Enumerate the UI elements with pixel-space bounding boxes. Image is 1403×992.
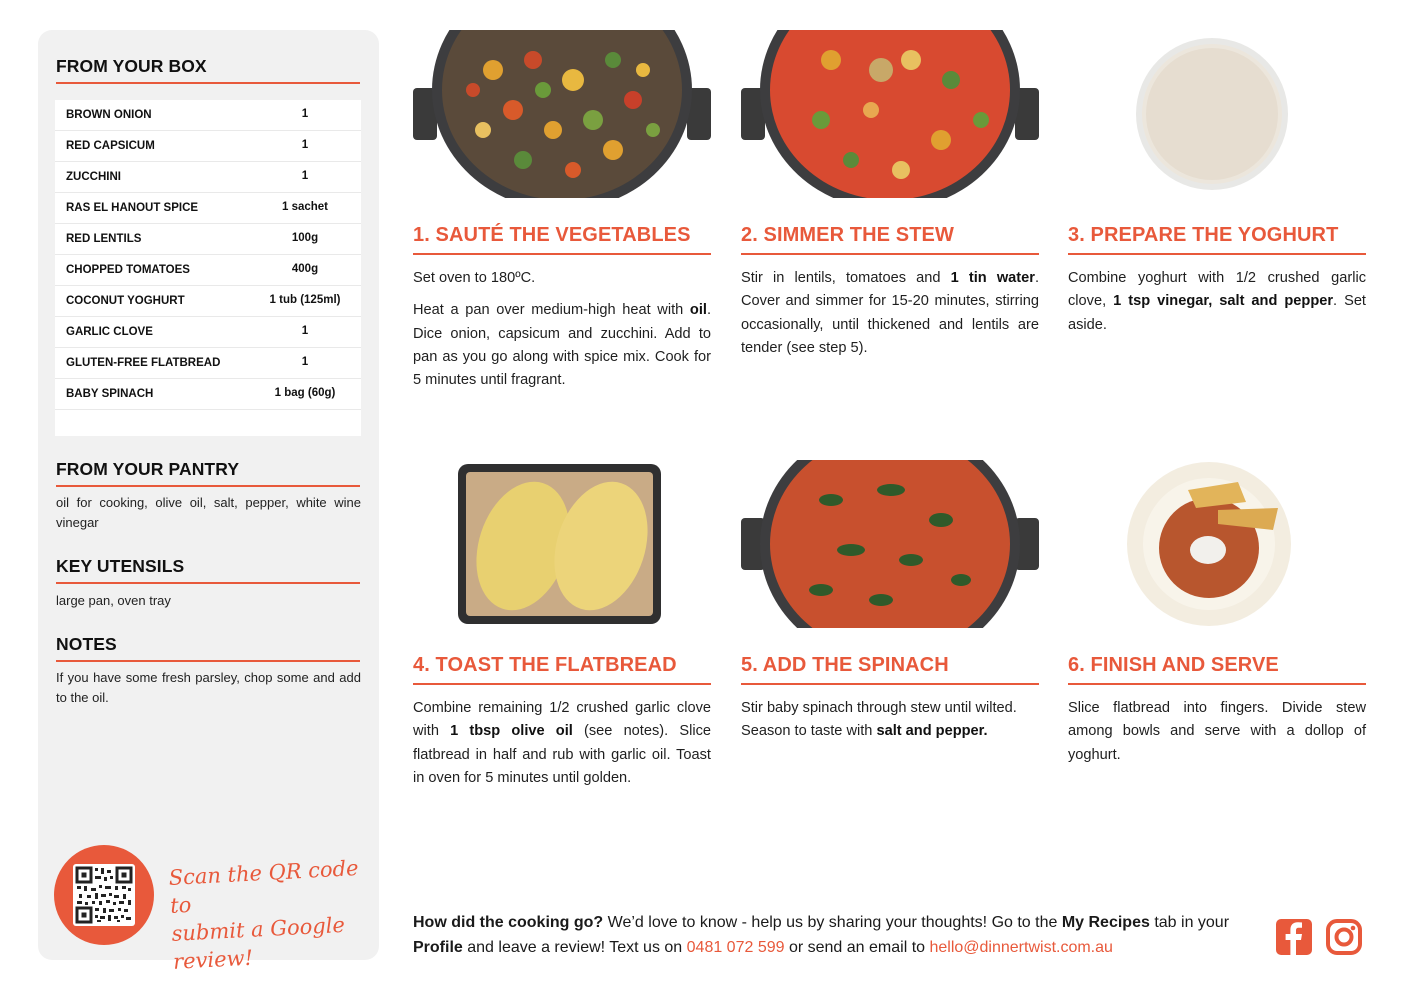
step-6-rule [1068,683,1366,685]
step-4-text: Combine remaining 1/2 crushed garlic clove with [413,700,711,740]
step-4-bold: 1 tbsp olive oil [450,723,573,740]
ingredient-qty: 1 bag (60g) [274,387,336,399]
step-4-body [413,697,711,799]
pantry-rule [56,485,360,487]
step-5-photo [741,460,1039,628]
ingredient-qty: 1 [301,356,309,368]
qr-badge[interactable] [54,845,154,945]
ingredient-qty: 1 [301,170,309,182]
step-2-photo [741,30,1039,198]
step-1-text: Heat a pan over medium-high heat with [413,302,690,319]
table-row [55,224,361,255]
ingredient-name: CHOPPED TOMATOES [66,264,190,276]
step-3-rule [1068,253,1366,255]
pantry-title: FROM YOUR PANTRY [56,459,240,479]
ingredient-qty: 1 [301,139,309,151]
my-recipes-link[interactable]: My Recipes [1061,914,1150,931]
table-row [55,317,361,348]
step-6-title: 6. FINISH AND SERVE [1068,654,1279,676]
step-1-text: Set oven to 180ºC. [413,270,536,286]
step-3-title: 3. PREPARE THE YOGHURT [1068,224,1339,246]
step-4-title: 4. TOAST THE FLATBREAD [413,654,677,676]
step-3-text: Combine yoghurt with 1/2 crushed garlic clove, [1068,270,1366,310]
box-ingredients-table [55,100,361,436]
step-5-bold: salt and pepper. [876,723,988,740]
step-2-rule [741,253,1039,255]
qr-caption-line1: Scan the QR code to [168,856,360,918]
step-5-body [741,697,1039,753]
ingredient-name: RED CAPSICUM [66,140,155,152]
pantry-text: oil for cooking, olive oil, salt, pepper, white wine vinegar [56,495,361,530]
ingredient-name: ZUCCHINI [66,171,121,183]
step-6-para-1 [1068,697,1366,767]
table-row [55,162,361,193]
ingredient-qty: 1 [301,325,309,337]
step-4-photo [413,460,711,628]
qr-code-icon[interactable] [73,864,135,926]
step-5-para-1 [741,697,1039,744]
table-row [55,255,361,286]
step-2-title: 2. SIMMER THE STEW [741,224,954,246]
step-6-body [1068,697,1366,776]
table-row [55,286,361,317]
step-3-photo [1068,30,1366,198]
notes-rule [56,660,360,662]
table-row [55,100,361,131]
ingredient-qty: 1 sachet [281,201,329,213]
step-4-text: (see notes). Slice flatbread in half and rub with garlic oil. Toast in oven for 5 minutes until golden. [413,723,711,786]
step-2-body [741,267,1039,369]
step-1-photo [413,30,711,198]
qr-caption-line2: submit a Google review! [171,912,346,974]
ingredient-qty: 100g [291,232,319,244]
footer-text: We’d love to know - help us by sharing your thoughts! Go to the [603,914,1062,931]
step-1-para-2 [413,299,711,392]
table-row [55,193,361,224]
footer-question: How did the cooking go? [413,914,604,931]
ingredient-name: GARLIC CLOVE [66,326,153,338]
step-2-text: . Cover and simmer for 15-20 minutes, stirring occasionally, until thickened and lentils are tender (see step 5). [741,270,1040,356]
ingredient-qty: 400g [291,263,319,275]
step-1-para-1 [413,267,711,290]
table-row [55,131,361,162]
ingredient-name: RAS EL HANOUT SPICE [66,202,199,214]
table-row [55,348,361,379]
step-3-body [1068,267,1366,346]
step-1-rule [413,253,711,255]
step-2-para-1 [741,267,1039,360]
step-4-para-1 [413,697,711,790]
step-3-text: . Set aside. [1068,293,1366,333]
phone-link[interactable]: 0481 072 599 [686,939,785,956]
instagram-icon[interactable] [1325,918,1363,956]
step-3-bold: 1 tsp vinegar, salt and pepper [1113,293,1334,310]
ingredient-name: RED LENTILS [66,233,142,245]
table-row [55,379,361,410]
notes-title: NOTES [56,634,117,654]
step-1-body [413,267,711,401]
ingredient-name: BROWN ONION [66,109,152,121]
utensils-text: large pan, oven tray [56,593,171,608]
ingredient-qty: 1 [301,108,309,120]
step-5-text: Stir baby spinach through stew until wilted. Season to taste with [741,700,1017,740]
qr-caption [168,853,385,976]
footer-text: tab in your [1149,914,1230,931]
step-2-bold: 1 tin water [950,270,1035,286]
review-footer [413,910,1263,960]
step-5-title: 5. ADD THE SPINACH [741,654,949,676]
box-title-rule [56,82,360,84]
utensils-title: KEY UTENSILS [56,556,185,576]
step-3-para-1 [1068,267,1366,337]
step-5-rule [741,683,1039,685]
step-4-rule [413,683,711,685]
ingredient-name: COCONUT YOGHURT [66,295,185,307]
step-1-text: . Dice onion, capsicum and zucchini. Add to pan as you go along with spice mix. Cook for 5 minutes until fragrant. [413,302,711,389]
utensils-rule [56,582,360,584]
step-1-title: 1. SAUTÉ THE VEGETABLES [413,224,691,246]
notes-text: If you have some fresh parsley, chop some and add to the oil. [56,670,361,705]
facebook-icon[interactable] [1275,918,1313,956]
ingredient-name: BABY SPINACH [66,388,154,400]
ingredient-name: GLUTEN-FREE FLATBREAD [66,357,221,369]
ingredients-sidebar [38,30,379,974]
step-6-text: Slice flatbread into fingers. Divide stew among bowls and serve with a dollop of yoghurt. [1068,700,1366,763]
box-title: FROM YOUR BOX [56,56,207,76]
profile-link[interactable]: Profile [413,939,463,956]
step-1-bold: oil [689,302,707,319]
step-2-text: Stir in lentils, tomatoes and [741,270,951,286]
email-link[interactable]: hello@dinnertwist.com.au [929,939,1113,956]
step-6-photo [1068,460,1366,628]
ingredient-qty: 1 tub (125ml) [269,294,341,306]
footer-text: and leave a review! Text us on [462,939,687,956]
footer-text: or send an email to [784,939,930,956]
